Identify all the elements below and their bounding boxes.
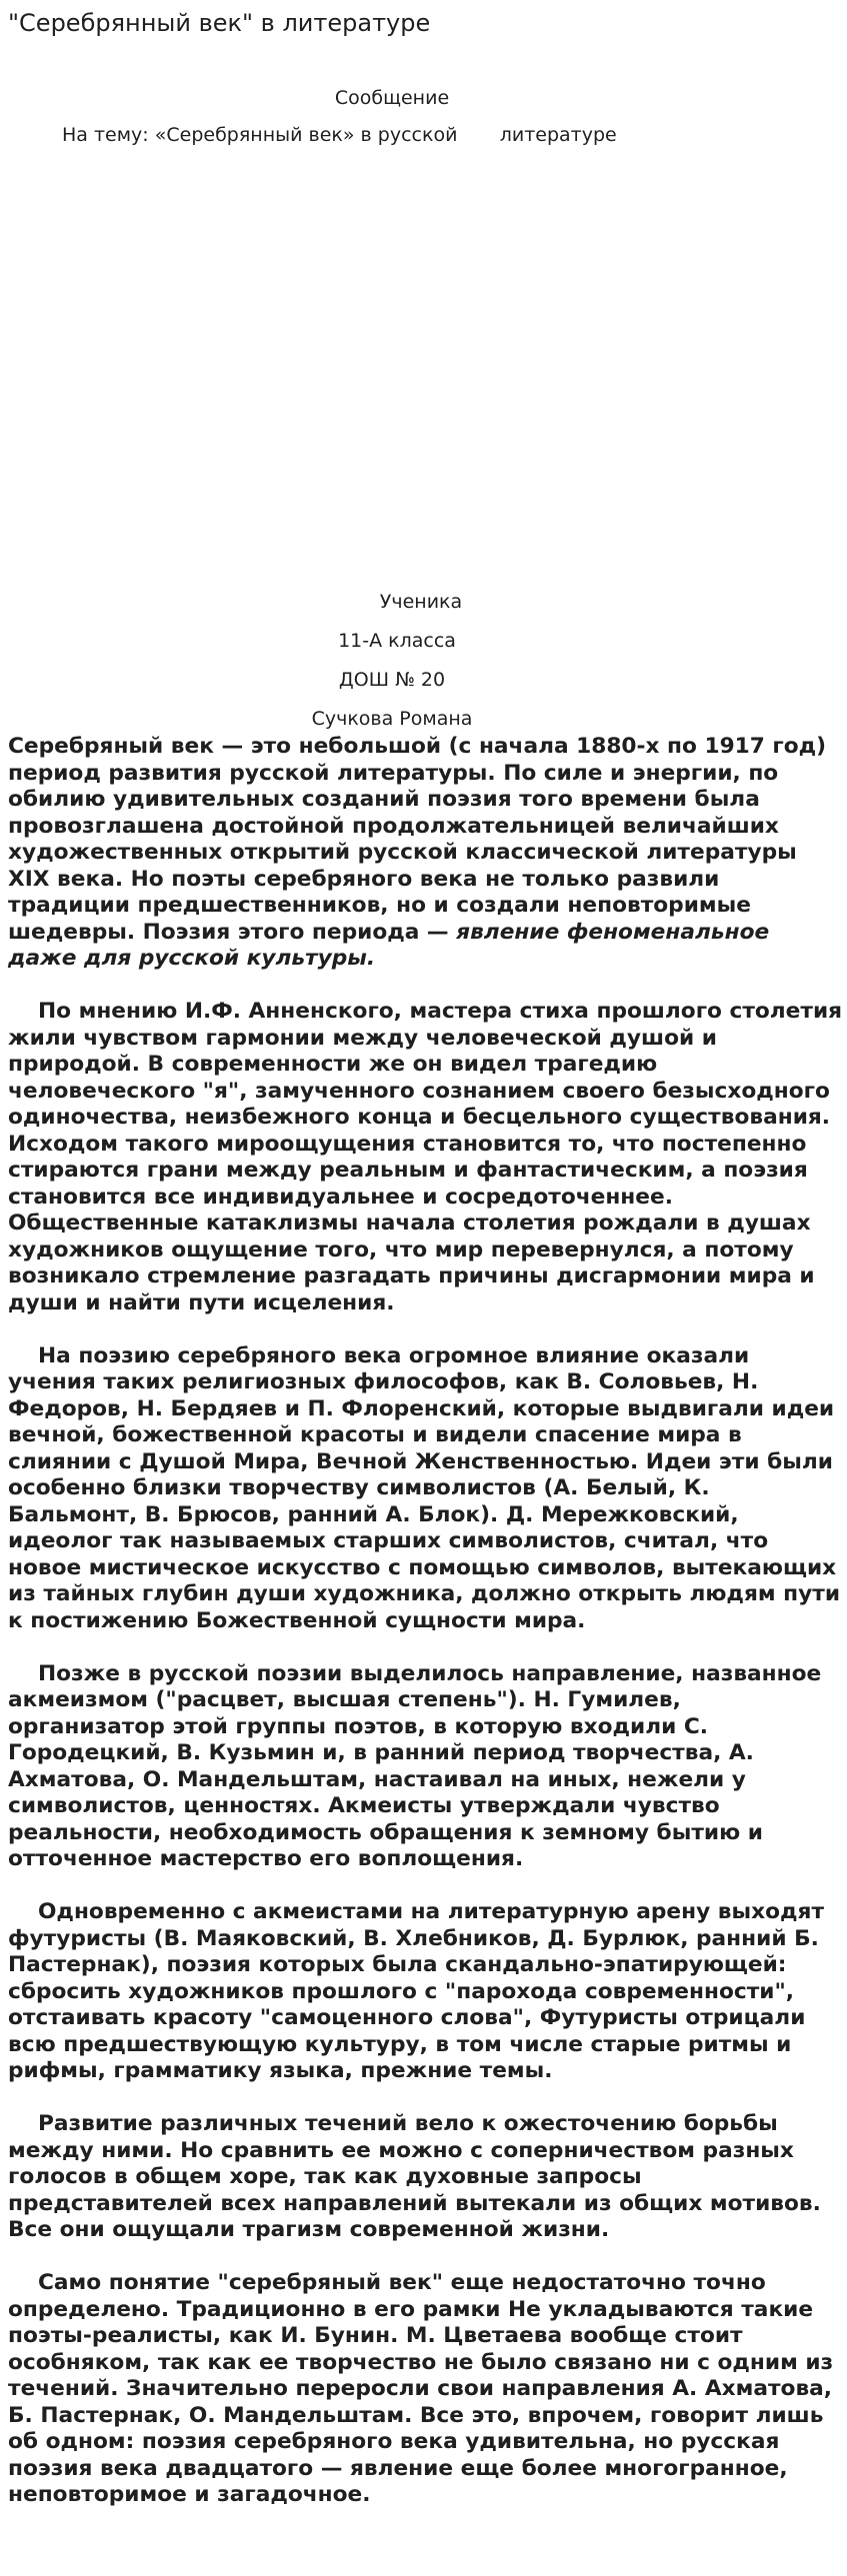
- paragraph-intro: [8, 734, 844, 973]
- cover-topic: [62, 123, 617, 147]
- cover-kind: Сообщение: [334, 87, 450, 109]
- paragraph-futurists: Одновременно с акмеистами на литературную арену выходят футуристы (В. Маяковский, В. Хлебников, Д. Бурлюк, ранний Б. Пастернак), поэзия которых была скандально-эпатирующей: сбросить художников прошлого с "парохода современности", отстаивать красоту "самоценного слова", Футуристы отрицали всю предшествующую культуру, в том числе старые ритмы и рифмы, грамматику языка, прежние темы.: [8, 1899, 825, 2083]
- paragraph-conclusion: Само понятие "серебряный век" еще недостаточно точно определено. Традиционно в его рамки Не укладываются такие поэты-реалисты, как И. Бунин. М. Цветаева вообще стоит особняком, так как ее творчество не было связано ни с одним из течений. Значительно переросли свои направления А. Ахматова, Б. Пастернак, О. Мандельштам. Все это, впрочем, говорит лишь об одном: поэзия серебряного века удивительна, но русская поэзия века двадцатого — явление еще более многогранное, неповторимое и загадочное.: [8, 2270, 834, 2507]
- page-title: "Серебрянный век" в литературе: [8, 9, 431, 37]
- cover-school-label: ДОШ № 20: [338, 669, 446, 691]
- paragraph-intro-emphasis: явление феноменальное даже для русской культуры.: [8, 919, 770, 971]
- cover-topic-prefix: На тему: «Серебрянный век» в русской: [62, 124, 458, 146]
- cover-author-name: Сучкова Романа: [311, 708, 473, 730]
- paragraph-annensky: По мнению И.Ф. Анненского, мастера стиха прошлого столетия жили чувством гармонии между человеческой душой и природой. В современности же он видел трагедию человеческого "я", замученного сознанием своего безысходного одиночества, неизбежного конца и бесцельного существования. Исходом такого мироощущения становится то, что постепенно стираются грани между реальным и фантастическим, а поэзия становится все индивидуальнее и сосредоточеннее. Общественные катаклизмы начала столетия рождали в душах художников ощущение того, что мир перевернулся, а потому возникало стремление разгадать причины дисгармонии мира и души и найти пути исцеления.: [8, 999, 843, 1315]
- paragraph-intro-text: Серебряный век — это небольшой (с начала 1880-х по 1917 год) период развития русской литературы. По силе и энергии, по обилию удивительных созданий поэзия того времени была провозглашена достойной продолжательницей величайших художественных открытий русской классической литературы XIX века. Но поэты серебряного века не только развили традиции предшественников, но и создали неповторимые шедевры. Поэзия этого периода —: [8, 734, 827, 945]
- cover-student-label: Ученика: [379, 591, 463, 613]
- paragraph-acmeists: Позже в русской поэзии выделилось направление, названное акмеизмом ("расцвет, высшая степень"). Н. Гумилев, организатор этой группы поэтов, в которую входили С. Городецкий, В. Кузьмин и, в ранний период творчества, А. Ахматова, О. Мандельштам, настаивал на иных, нежели у символистов, ценностях. Акмеисты утверждали чувство реальности, необходимость обращения к земному бытию и отточенное мастерство его воплощения.: [8, 1660, 822, 1871]
- cover-class-label: 11-А класса: [338, 630, 456, 652]
- cover-topic-suffix: литературе: [499, 124, 617, 146]
- paragraph-rivalry: Развитие различных течений вело к ожесточению борьбы между ними. Но сравнить ее можно с соперничеством разных голосов в общем хоре, так как духовные запросы представителей всех направлений вытекали из общих мотивов. Все они ощущали трагизм современной жизни.: [8, 2111, 821, 2242]
- paragraph-symbolists: На поэзию серебряного века огромное влияние оказали учения таких религиозных философов, как В. Соловьев, Н. Федоров, Н. Бердяев и П. Флоренский, которые выдвигали идеи вечной, божественной красоты и видели спасение мира в слиянии с Душой Мира, Вечной Женственностью. Идеи эти были особенно близки творчеству символистов (А. Белый, К. Бальмонт, В. Брюсов, ранний А. Блок). Д. Мережковский, идеолог так называемых старших символистов, считал, что новое мистическое искусство с помощью символов, вытекающих из тайных глубин души художника, должно открыть людям пути к постижению Божественной сущности мира.: [8, 1342, 841, 1633]
- article-body: [8, 734, 844, 2535]
